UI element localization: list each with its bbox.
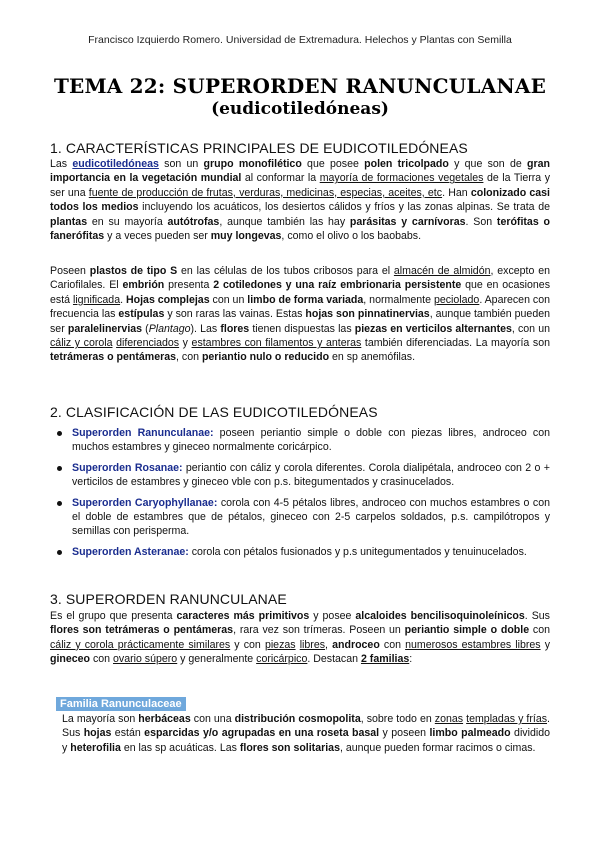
superorder-list [50,426,550,565]
section-1-heading: 1. CARACTERÍSTICAS PRINCIPALES DE EUDICOTILEDÓNEAS [50,140,468,156]
list-item: Superorden Caryophyllanae: corola con 4-5 pétalos libres, androceo con muchos estambres o con el doble de estambres que de pétalos, gineceo con 2-5 carpelos soldados, p.s. campilótropos y semillas con perisperma. [50,496,550,539]
section-3-heading: 3. SUPERORDEN RANUNCULANAE [50,591,287,607]
list-item: Superorden Rosanae: periantio con cáliz y corola diferentes. Corola dialipétala, androceo con 2 o + verticilos de estambres y gineceo vble con p.s. bitegumentados y crasinucelados. [50,461,550,490]
section-1-paragraph-2: Poseen plastos de tipo S en las células de los tubos cribosos para el almacén de almidón, excepto en Cariofilales. El embrión presenta 2 cotiledones y una raíz embrionaria persistente que en ocasiones está lignificada. Hojas complejas con un limbo de forma variada, normalmente peciolado. Aparecen con frecuencia las estípulas y son raras las vainas. Estas hojas son pinnatinervias, aunque también pueden ser paralelinervias (Plantago). Las flores tienen dispuestas las piezas en verticilos alternantes, con un cáliz y corola diferenciados y estambres con filamentos y anteras también diferenciadas. La mayoría son tetrámeras o pentámeras, con periantio nulo o reducido en sp anemófilas. [50,265,550,364]
list-item: Superorden Asteranae: corola con pétalos fusionados y p.s unitegumentados y tenuinucelados. [50,545,550,559]
section-2-heading: 2. CLASIFICACIÓN DE LAS EUDICOTILEDÓNEAS [50,404,378,420]
family-ranunculaceae-paragraph: La mayoría son herbáceas con una distribución cosmopolita, sobre todo en zonas templadas y frías. Sus hojas están esparcidas y/o agrupadas en una roseta basal y poseen limbo palmeado dividido y heterofilia en las sp acuáticas. Las flores son solitarias, aunque pueden formar racimos o cimas. [62,713,550,754]
section-3-paragraph: Es el grupo que presenta caracteres más primitivos y posee alcaloides bencilisoquinoleínicos. Sus flores son tetrámeras o pentámeras, rara vez son trímeras. Poseen un periantio simple o doble con cáliz y corola prácticamente similares y con piezas libres, androceo con numerosos estambres libres y gineceo con ovario súpero y generalmente coricárpico. Destacan 2 familias: [50,610,551,666]
page-subtitle: (eudicotiledóneas) [211,99,389,119]
section-1-paragraph-1: Las eudicotiledóneas son un grupo monofilético que posee polen tricolpado y que son de gran importancia en la vegetación mundial al conformar la mayoría de formaciones vegetales de la Tierra y ser una fuente de producción de frutas, verduras, medicinas, especias, aceites, etc. Han colonizado casi todos los medios incluyendo los acuáticos, los desiertos cálidos y fríos y las zonas alpinas. Se trata de plantas en su mayoría autótrofas, aunque también las hay parásitas y carnívoras. Son terófitas o fanerófitas y a veces pueden ser muy longevas, como el olivo o los baobabs. [50,158,550,243]
page-header: Francisco Izquierdo Romero. Universidad de Extremadura. Helechos y Plantas con Semilla [88,34,512,46]
family-ranunculaceae-label: Familia Ranunculaceae [56,697,186,711]
list-item: Superorden Ranunculanae: poseen periantio simple o doble con piezas libres, androceo con muchos estambres y gineceo normalmente coricárpico. [50,426,550,455]
bullet-icon [57,501,62,506]
bullet-icon [57,550,62,555]
bullet-icon [57,466,62,471]
bullet-icon [57,431,62,436]
page-title: TEMA 22: SUPERORDEN RANUNCULANAE [53,74,547,98]
eudicot-link[interactable]: eudicotiledóneas [72,158,159,170]
